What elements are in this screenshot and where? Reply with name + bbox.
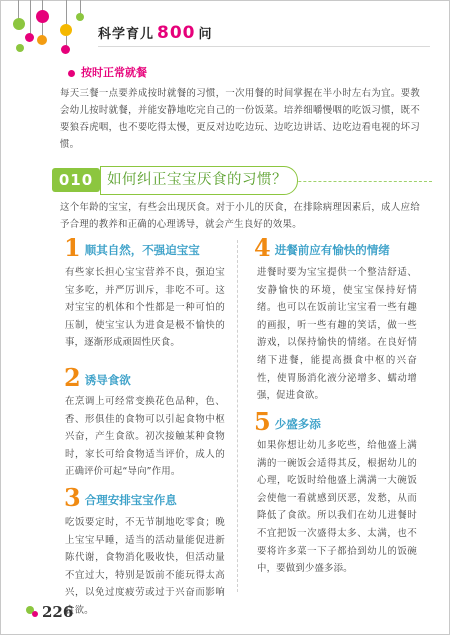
tip-3-body: 吃饭要定时，不无节制地吃零食；晚上宝宝早睡，适当的活动量能促进新陈代谢，食物消化吸收快，但活动量不宜过大，特别是饭前不能玩得太高兴，以免过度疲劳或过于兴奋而影响食欲。	[65, 517, 225, 616]
tip-5-number: 5	[254, 407, 271, 436]
tip-1-body: 有些家长担心宝宝营养不良，强迫宝宝多吃，并严厉训斥，非吃不可。这对宝宝的机体和个性都是一种可怕的压制，使宝宝认为进食是极不愉快的事，逐渐形成顽固性厌食。	[65, 267, 225, 349]
previous-topic-heading: 按时正常就餐	[81, 66, 147, 79]
tip-2-body: 在烹调上可经常变换花色品种，色、香、形俱佳的食物可以引起食物中枢兴奋，产生食欲。初次接触某种食物时，家长可给食物适当评价，成人的正确评价可起“导向”作用。	[65, 396, 225, 478]
tip-3-title: 合理安排宝宝作息	[84, 493, 177, 507]
tip-5-header	[254, 407, 321, 436]
tip-5-title: 少盛多添	[274, 417, 321, 431]
bullet-dot-icon	[68, 70, 75, 77]
column-divider	[237, 240, 238, 592]
section-number: 010	[52, 168, 100, 192]
tip-1-header	[64, 233, 200, 262]
tip-2-title: 诱导食欲	[84, 373, 131, 387]
tip-1-number: 1	[64, 233, 81, 262]
footer-dot-icon	[32, 611, 38, 617]
page-number: 226	[42, 603, 74, 621]
tip-3-number: 3	[64, 483, 81, 512]
previous-topic-paragraph: 每天三餐一点要养成按时就餐的习惯，一次用餐的时间掌握在半小时左右为宜。要教会幼儿按时就餐，并能安静地吃完自己的一份饭菜。培养细嚼慢咽的吃饭习惯，既不要狼吞虎咽，也不要吃得太慢，更反对边吃边玩、边吃边讲话、边吃边看电视的坏习惯。	[60, 88, 420, 150]
book-title	[98, 23, 213, 43]
header-rule	[98, 46, 430, 47]
tip-4-body: 进餐时要为宝宝提供一个整洁舒适、安静愉快的环境，使宝宝保持好情绪。也可以在饭前让宝宝看一些有趣的画报，听一些有趣的笑话，做一些游戏，以保持愉快的情绪。在良好情绪下进餐，能提高摄食中枢的兴奋性，使胃肠消化液分泌增多、蠕动增强，促进食欲。	[257, 267, 417, 402]
tip-4-number: 4	[254, 233, 271, 262]
book-title-prefix: 科学育儿	[98, 27, 155, 42]
tip-2-number: 2	[64, 363, 81, 392]
tip-2-header	[64, 363, 131, 392]
section-title: 如何纠正宝宝厌食的习惯？	[100, 166, 298, 195]
tip-1-title: 顺其自然，不强迫宝宝	[84, 243, 200, 257]
tip-5-body: 如果你想让幼儿多吃些，给他盛上满满的一碗饭会适得其反，根据幼儿的心理，吃饭时给他盛上满满一大碗饭会使他一看就感到厌恶，发愁，从而降低了食欲。所以我们在幼儿进餐时不宜把饭一次盛得太多、太满，也不要将许多菜一下子都拾到幼儿的饭碗中，要做到少盛多添。	[257, 440, 417, 575]
tip-4-title: 进餐前应有愉快的情绪	[274, 243, 390, 257]
section-intro: 这个年龄的宝宝，有些会出现厌食。对于小儿的厌食，在排除病理因素后，成人应给予合理的教养和正确的心理诱导，就会产生良好的效果。	[60, 202, 420, 230]
book-title-number: 800	[157, 23, 196, 43]
tip-3-header	[64, 483, 177, 512]
tip-4-header	[254, 233, 390, 262]
book-title-suffix: 问	[198, 27, 213, 42]
